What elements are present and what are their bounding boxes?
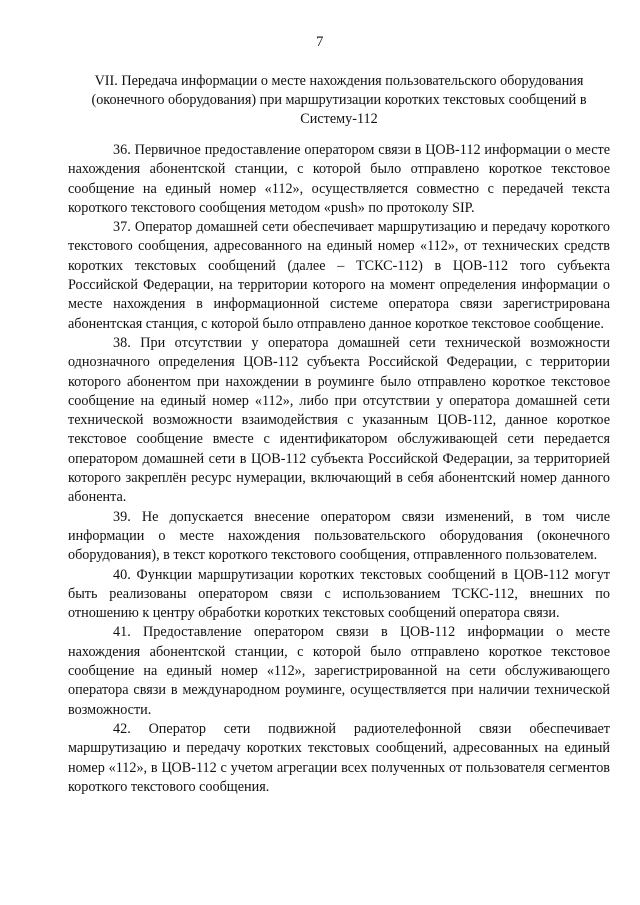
paragraph-36: 36. Первичное предоставление оператором связи в ЦОВ-112 информации о месте нахождения абонентской станции, с которой было отправлено короткое текстовое сообщение на единый номер «112», осуществляется совместно с передачей текста короткого текстового сообщения методом «push» по протоколу SIP.	[68, 142, 610, 216]
page-number: 7	[316, 34, 324, 50]
paragraph-38: 38. При отсутствии у оператора домашней сети технической возможности однозначного определения ЦОВ-112 субъекта Российской Федерации, с территории которого абонентом при нахождении в роуминге было отправлено короткое текстовое сообщение на единый номер «112», либо при отсутствии у оператора домашней сети технической возможности взаимодействия с указанным ЦОВ-112, данное короткое текстовое сообщение вместе с идентификатором обслуживающей сети передается оператором домашней сети в ЦОВ-112 субъекта Российской Федерации, за территорией которого закреплён ресурс нумерации, включающий в себя абонентский номер данного абонента.	[68, 334, 610, 506]
paragraph-39: 39. Не допускается внесение оператором связи изменений, в том числе информации о месте нахождения пользовательского оборудования (оконечного оборудования), в текст короткого текстового сообщения, отправленного пользователем.	[68, 508, 610, 564]
paragraph-40: 40. Функции маршрутизации коротких текстовых сообщений в ЦОВ-112 могут быть реализованы оператором связи с использованием ТСКС-112, внешних по отношению к центру обработки коротких текстовых сообщений оператора связи.	[68, 566, 610, 622]
paragraph-42: 42. Оператор сети подвижной радиотелефонной связи обеспечивает маршрутизацию и передачу коротких текстовых сообщений, адресованных на единый номер «112», в ЦОВ-112 с учетом агрегации всех полученных от пользователя сегментов короткого текстового сообщения.	[68, 720, 610, 795]
document-body	[68, 141, 610, 797]
paragraph-41: 41. Предоставление оператором связи в ЦОВ-112 информации о месте нахождения абонентской станции, с которой было отправлено короткое текстовое сообщение на единый номер «112», зарегистрированной на сети обслуживающего оператора связи в международном роуминге, осуществляется при наличии технической возможности.	[68, 624, 610, 718]
section-title: VII. Передача информации о месте нахождения пользовательского оборудования (оконечного оборудования) при маршрутизации коротких текстовых сообщений в Систему-112	[91, 73, 587, 127]
paragraph-37: 37. Оператор домашней сети обеспечивает маршрутизацию и передачу короткого текстового сообщения, адресованного на единый номер «112», от технических средств коротких текстовых сообщений (далее – ТСКС-112) в ЦОВ-112 того субъекта Российской Федерации, на территории которого на момент определения информации о месте нахождения в информационной системе оператора связи зарегистрирована абонентская станция, с которой было отправлено данное короткое текстовое сообщение.	[68, 219, 610, 332]
